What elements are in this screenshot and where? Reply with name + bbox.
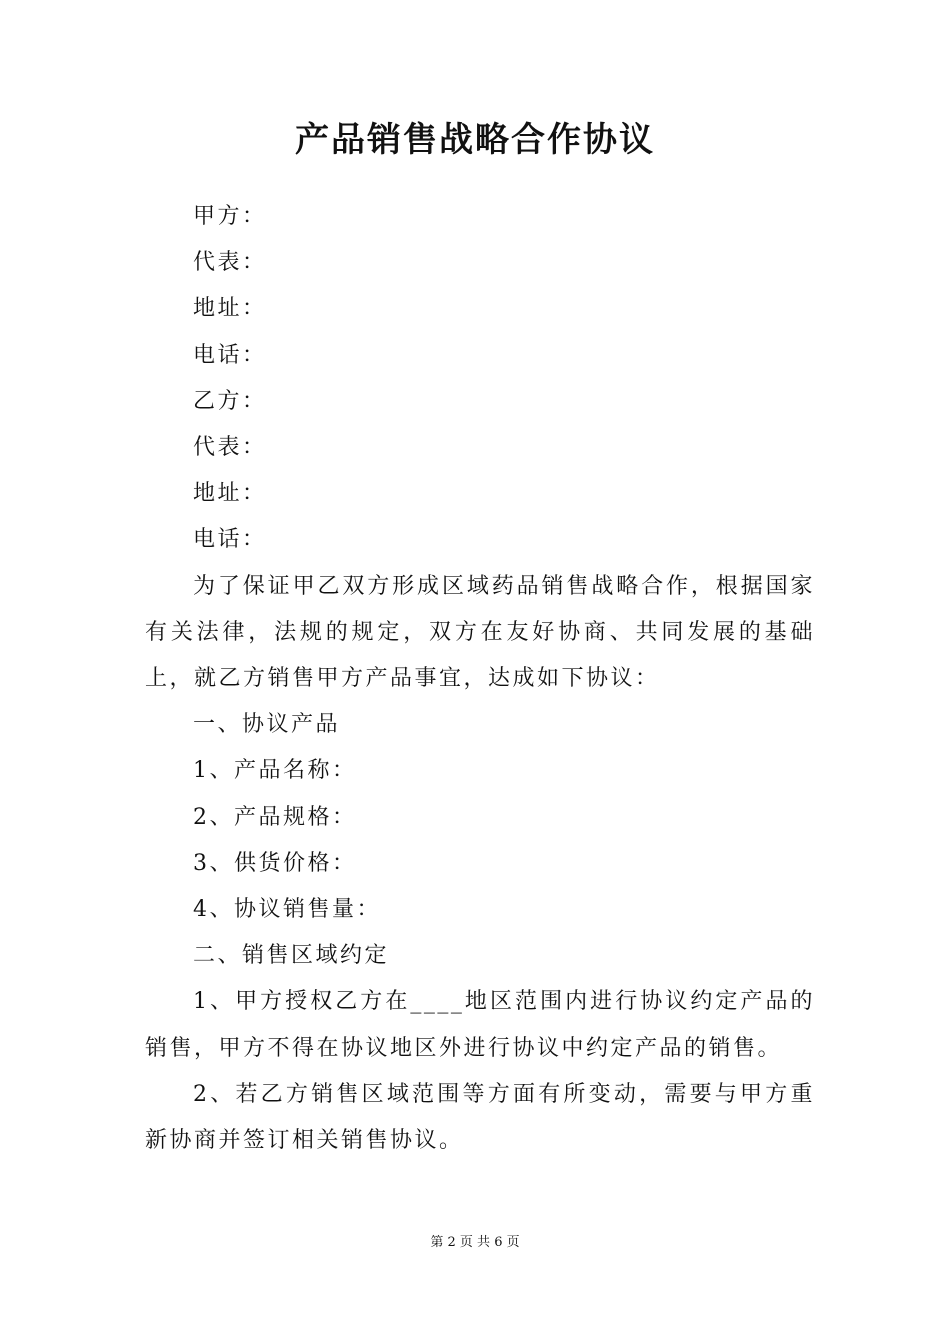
product-spec-item: 2、产品规格： <box>193 804 357 830</box>
party-b-address: 地址： <box>193 481 267 507</box>
product-name-item: 1、产品名称： <box>193 758 357 784</box>
party-b-representative: 代表： <box>193 435 267 461</box>
region-clause-1: 1、甲方授权乙方在____地区范围内进行协议约定产品的销售，甲方不得在协议地区外进行协议中约定产品的销售。 <box>145 989 815 1061</box>
party-a-label: 甲方： <box>193 204 267 229</box>
party-a-representative: 代表： <box>193 250 267 276</box>
party-b-phone: 电话： <box>193 527 267 553</box>
section-heading-products: 一、协议产品 <box>193 712 341 738</box>
party-a-address: 地址： <box>193 296 267 322</box>
sales-volume-item: 4、协议销售量： <box>193 897 381 923</box>
document-title: 产品销售战略合作协议 <box>295 120 655 160</box>
document-body <box>145 194 815 1164</box>
party-b-label: 乙方： <box>193 388 267 414</box>
supply-price-item: 3、供货价格： <box>193 850 357 876</box>
region-clause-2: 2、若乙方销售区域范围等方面有所变动，需要与甲方重新协商并签订相关销售协议。 <box>145 1081 815 1154</box>
section-heading-region: 二、销售区域约定 <box>193 943 390 969</box>
preamble-paragraph: 为了保证甲乙双方形成区域药品销售战略合作，根据国家有关法律，法规的规定，双方在友好协商、共同发展的基础上，就乙方销售甲方产品事宜，达成如下协议： <box>145 573 815 692</box>
party-a-phone: 电话： <box>193 342 267 368</box>
page-number-footer: 第 2 页 共 6 页 <box>430 1235 520 1250</box>
